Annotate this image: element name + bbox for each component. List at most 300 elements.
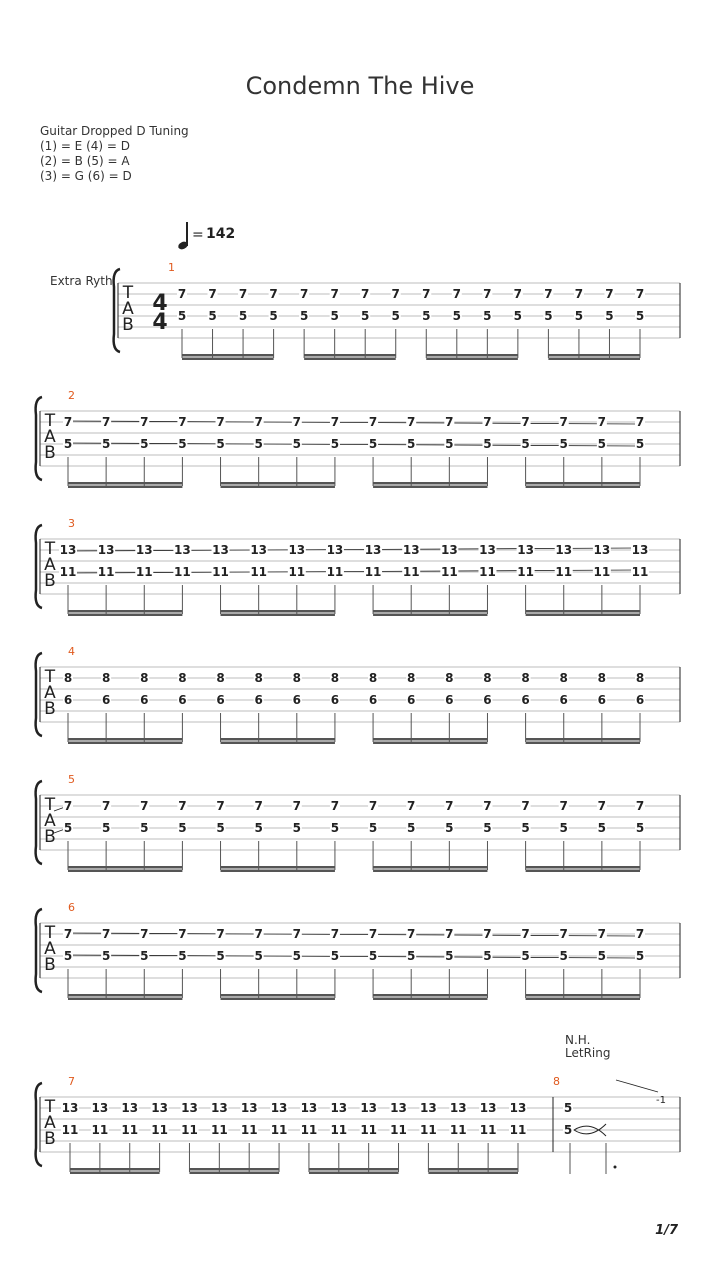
fret-number: 5 bbox=[177, 309, 187, 323]
fret-number: 7 bbox=[544, 287, 553, 301]
fret-number: 7 bbox=[635, 927, 645, 941]
beam bbox=[221, 994, 335, 997]
fret-number: 7 bbox=[521, 415, 530, 429]
fret-number: 13 bbox=[151, 1101, 168, 1115]
tempo-bpm: 142 bbox=[206, 226, 236, 242]
fret-number: 5 bbox=[391, 309, 400, 323]
fret-number: 11 bbox=[509, 1123, 527, 1137]
fret-number: 6 bbox=[254, 693, 263, 707]
beam bbox=[221, 866, 335, 869]
fret-number: 11 bbox=[212, 565, 229, 579]
fret-number: 7 bbox=[63, 927, 73, 941]
fret-number: 7 bbox=[254, 927, 263, 941]
beam bbox=[221, 742, 335, 745]
fret-number: 5 bbox=[513, 309, 523, 323]
fret-number: 7 bbox=[422, 287, 431, 301]
fret-number: 13 bbox=[479, 1101, 497, 1115]
fret-number: 7 bbox=[559, 799, 568, 813]
fret-number: 5 bbox=[330, 309, 339, 323]
fret-number: 5 bbox=[368, 821, 378, 835]
fret-number: 13 bbox=[250, 543, 268, 557]
beam bbox=[68, 610, 182, 613]
beam bbox=[221, 738, 335, 741]
tab-clef-letter: B bbox=[44, 827, 56, 847]
beam bbox=[70, 1172, 160, 1175]
fret-number: 5 bbox=[407, 437, 416, 451]
fret-number: 8 bbox=[635, 671, 645, 685]
fret-number: 8 bbox=[445, 671, 454, 685]
fret-number: 5 bbox=[254, 437, 263, 451]
fret-number: 7 bbox=[330, 927, 340, 941]
fret-number: 6 bbox=[483, 693, 492, 707]
beam bbox=[426, 354, 518, 357]
fret-number: 5 bbox=[445, 949, 454, 963]
fret-number: 11 bbox=[364, 565, 382, 579]
fret-number: 7 bbox=[407, 799, 416, 813]
beam bbox=[68, 738, 182, 741]
fret-number: 11 bbox=[330, 1123, 348, 1137]
fret-number: 5 bbox=[521, 821, 530, 835]
fret-number: 5 bbox=[597, 821, 607, 835]
beam bbox=[526, 482, 640, 485]
fret-number: 11 bbox=[440, 565, 458, 579]
fret-number: 11 bbox=[517, 565, 534, 579]
fret-number: 13 bbox=[517, 543, 534, 557]
beam bbox=[221, 614, 335, 617]
tab-clef-letter: B bbox=[44, 571, 56, 591]
fret-number: 8 bbox=[407, 671, 416, 685]
beam bbox=[548, 358, 640, 361]
tab-clef-letter: A bbox=[44, 683, 56, 703]
fret-number: 5 bbox=[635, 949, 645, 963]
fret-number: 8 bbox=[597, 671, 607, 685]
fret-number: 7 bbox=[178, 415, 187, 429]
fret-number: 5 bbox=[208, 309, 217, 323]
fret-number: 7 bbox=[63, 415, 73, 429]
fret-number: 13 bbox=[59, 543, 77, 557]
fret-number: 13 bbox=[270, 1101, 288, 1115]
fret-number: 11 bbox=[402, 565, 420, 579]
fret-number: 7 bbox=[368, 927, 378, 941]
fret-number: 7 bbox=[216, 799, 225, 813]
fret-number: 5 bbox=[216, 821, 225, 835]
staff-brace bbox=[36, 397, 42, 480]
fret-number: 7 bbox=[238, 287, 248, 301]
beam bbox=[68, 482, 182, 485]
fret-number: 13 bbox=[440, 543, 458, 557]
fret-number: 13 bbox=[631, 543, 649, 557]
natural-harmonic-label: N.H. bbox=[565, 1033, 591, 1047]
fret-number: 5 bbox=[101, 821, 111, 835]
beam bbox=[373, 614, 487, 617]
fret-number: 5 bbox=[483, 949, 492, 963]
fret-number: 7 bbox=[559, 415, 568, 429]
beam bbox=[428, 1172, 518, 1175]
fret-number: 13 bbox=[593, 543, 611, 557]
measure-number: 7 bbox=[68, 1075, 75, 1088]
fret-number: 13 bbox=[555, 543, 573, 557]
beam bbox=[526, 742, 640, 745]
tab-clef-letter: T bbox=[44, 923, 56, 943]
beam bbox=[526, 610, 640, 613]
fret-number: 13 bbox=[121, 1101, 139, 1115]
fret-number: 7 bbox=[483, 927, 492, 941]
beam bbox=[221, 610, 335, 613]
fret-number: 7 bbox=[208, 287, 217, 301]
beam bbox=[309, 1172, 399, 1175]
fret-number: 13 bbox=[402, 543, 420, 557]
fret-number: 6 bbox=[407, 693, 416, 707]
fret-number: 11 bbox=[593, 565, 611, 579]
fret-number: 11 bbox=[240, 1123, 258, 1137]
whammy-line bbox=[616, 1080, 658, 1092]
fret-number: 5 bbox=[63, 949, 73, 963]
tab-clef-letter: B bbox=[44, 1129, 56, 1149]
beam bbox=[526, 994, 640, 997]
fret-number: 7 bbox=[407, 927, 416, 941]
fret-number: 6 bbox=[559, 693, 568, 707]
fret-number: 7 bbox=[635, 415, 645, 429]
beam bbox=[373, 870, 487, 873]
fret-number: 13 bbox=[300, 1101, 318, 1115]
beam bbox=[548, 354, 640, 357]
fret-number: 5 bbox=[635, 437, 645, 451]
fret-number: 13 bbox=[212, 543, 229, 557]
fret-number: 11 bbox=[135, 565, 153, 579]
fret-number: 5 bbox=[635, 309, 645, 323]
fret-number: 7 bbox=[513, 287, 523, 301]
fret-number: 8 bbox=[101, 671, 111, 685]
fret-number: 7 bbox=[254, 799, 263, 813]
fret-number: 8 bbox=[178, 671, 187, 685]
tab-clef-letter: B bbox=[44, 699, 56, 719]
beam bbox=[68, 870, 182, 873]
tab-clef-letter: A bbox=[122, 299, 134, 319]
fret-number: 7 bbox=[521, 927, 530, 941]
fret-number: 5 bbox=[254, 821, 263, 835]
fret-number: 5 bbox=[574, 309, 584, 323]
beam bbox=[68, 742, 182, 745]
fret-number: 5 bbox=[368, 437, 378, 451]
page-number: 1/7 bbox=[655, 1223, 678, 1238]
fret-number: 11 bbox=[61, 1123, 79, 1137]
fret-number: 8 bbox=[521, 671, 530, 685]
fret-number: 5 bbox=[292, 821, 301, 835]
fret-number: 11 bbox=[250, 565, 268, 579]
fret-number: 5 bbox=[445, 437, 454, 451]
fret-number: 5 bbox=[422, 309, 431, 323]
beam bbox=[68, 994, 182, 997]
fret-number: 6 bbox=[521, 693, 530, 707]
beam bbox=[373, 994, 487, 997]
beam bbox=[373, 742, 487, 745]
fret-number: 5 bbox=[368, 949, 378, 963]
fret-number: 5 bbox=[330, 949, 340, 963]
beam bbox=[526, 866, 640, 869]
fret-number: 5 bbox=[407, 821, 416, 835]
fret-number: 7 bbox=[574, 287, 584, 301]
fret-number: 11 bbox=[360, 1123, 378, 1137]
fret-number: 7 bbox=[559, 927, 568, 941]
beam bbox=[68, 614, 182, 617]
fret-number: 7 bbox=[368, 415, 378, 429]
beam bbox=[373, 610, 487, 613]
fret-number: 6 bbox=[597, 693, 607, 707]
fret-number: 5 bbox=[269, 309, 278, 323]
fret-number: 11 bbox=[91, 1123, 109, 1137]
fret-number: 8 bbox=[559, 671, 568, 685]
fret-number: 5 bbox=[178, 821, 187, 835]
fret-number: 5 bbox=[483, 821, 492, 835]
fret-number: 7 bbox=[299, 287, 309, 301]
beam bbox=[182, 358, 274, 361]
fret-number: 7 bbox=[483, 415, 492, 429]
fret-number: 11 bbox=[210, 1123, 228, 1137]
fret-number: 13 bbox=[420, 1101, 437, 1115]
beam bbox=[373, 738, 487, 741]
fret-number: 5 bbox=[330, 821, 340, 835]
fret-number: 5 bbox=[292, 949, 301, 963]
fret-number: 8 bbox=[216, 671, 225, 685]
beam bbox=[68, 866, 182, 869]
beam bbox=[526, 486, 640, 489]
fret-number: 6 bbox=[63, 693, 73, 707]
staff-brace bbox=[114, 269, 120, 352]
fret-number: 13 bbox=[91, 1101, 109, 1115]
whammy-value: -1 bbox=[656, 1095, 666, 1106]
beam bbox=[304, 354, 396, 357]
fret-number: 7 bbox=[330, 415, 340, 429]
fret-number: 13 bbox=[449, 1101, 467, 1115]
fret-number: 5 bbox=[330, 437, 340, 451]
fret-number: 7 bbox=[452, 287, 461, 301]
tuning-line: (2) = B (5) = A bbox=[40, 154, 130, 168]
fret-number: 7 bbox=[361, 287, 370, 301]
tab-clef-letter: T bbox=[44, 411, 56, 431]
beam bbox=[221, 482, 335, 485]
time-signature-top: 4 bbox=[152, 291, 168, 316]
tempo-equals: = bbox=[192, 227, 204, 243]
tab-clef-letter: A bbox=[44, 555, 56, 575]
fret-number: 5 bbox=[563, 1123, 573, 1137]
let-ring-label: LetRing bbox=[565, 1046, 611, 1060]
fret-number: 5 bbox=[178, 437, 187, 451]
fret-number: 6 bbox=[445, 693, 454, 707]
fret-number: 5 bbox=[361, 309, 370, 323]
fret-number: 11 bbox=[631, 565, 649, 579]
dot bbox=[614, 1166, 617, 1169]
fret-number: 8 bbox=[140, 671, 149, 685]
fret-number: 5 bbox=[178, 949, 187, 963]
fret-number: 5 bbox=[140, 949, 149, 963]
tab-clef-letter: A bbox=[44, 811, 56, 831]
fret-number: 7 bbox=[635, 287, 645, 301]
beam bbox=[373, 482, 487, 485]
tuning-header: Guitar Dropped D Tuning bbox=[40, 124, 189, 138]
measure-number: 5 bbox=[68, 773, 75, 786]
fret-number: 5 bbox=[559, 949, 568, 963]
tab-clef-letter: T bbox=[44, 539, 56, 559]
beam bbox=[373, 486, 487, 489]
tab-clef-letter: B bbox=[44, 443, 56, 463]
measure-number: 2 bbox=[68, 389, 75, 402]
fret-number: 5 bbox=[299, 309, 309, 323]
fret-number: 7 bbox=[330, 287, 339, 301]
tab-clef-letter: A bbox=[44, 939, 56, 959]
fret-number: 7 bbox=[178, 927, 187, 941]
fret-number: 7 bbox=[177, 287, 187, 301]
fret-number: 5 bbox=[238, 309, 248, 323]
fret-number: 5 bbox=[483, 437, 492, 451]
fret-number: 11 bbox=[326, 565, 344, 579]
fret-number: 5 bbox=[483, 309, 492, 323]
fret-number: 7 bbox=[445, 927, 454, 941]
fret-number: 5 bbox=[544, 309, 553, 323]
fret-number: 13 bbox=[240, 1101, 258, 1115]
fret-number: 11 bbox=[479, 565, 496, 579]
staff-brace bbox=[36, 1083, 42, 1166]
fret-number: 5 bbox=[597, 437, 607, 451]
beam bbox=[309, 1168, 399, 1171]
fret-number: 13 bbox=[181, 1101, 198, 1115]
fret-number: 7 bbox=[368, 799, 378, 813]
fret-number: 5 bbox=[635, 821, 645, 835]
track-name: Extra Ryth bbox=[50, 274, 113, 288]
fret-number: 5 bbox=[452, 309, 461, 323]
beam bbox=[182, 354, 274, 357]
fret-number: 8 bbox=[292, 671, 301, 685]
fret-number: 5 bbox=[407, 949, 416, 963]
tab-clef-letter: B bbox=[122, 315, 134, 335]
fret-number: 6 bbox=[101, 693, 111, 707]
fret-number: 5 bbox=[605, 309, 614, 323]
fret-number: 7 bbox=[269, 287, 278, 301]
fret-number: 11 bbox=[300, 1123, 318, 1137]
fret-number: 13 bbox=[210, 1101, 228, 1115]
fret-number: 7 bbox=[101, 799, 111, 813]
fret-number: 7 bbox=[140, 799, 149, 813]
fret-number: 8 bbox=[330, 671, 340, 685]
fret-number: 7 bbox=[597, 799, 607, 813]
fret-number: 5 bbox=[254, 949, 263, 963]
beam bbox=[373, 866, 487, 869]
fret-number: 13 bbox=[479, 543, 496, 557]
fret-number: 5 bbox=[101, 949, 111, 963]
fret-number: 6 bbox=[635, 693, 645, 707]
fret-number: 13 bbox=[364, 543, 382, 557]
fret-number: 7 bbox=[101, 415, 111, 429]
fret-number: 5 bbox=[292, 437, 301, 451]
beam bbox=[68, 486, 182, 489]
fret-number: 11 bbox=[288, 565, 306, 579]
fret-number: 11 bbox=[181, 1123, 198, 1137]
beam bbox=[221, 486, 335, 489]
fret-number: 13 bbox=[174, 543, 191, 557]
staff-brace bbox=[36, 909, 42, 992]
fret-number: 11 bbox=[420, 1123, 437, 1137]
fret-number: 5 bbox=[559, 821, 568, 835]
beam bbox=[221, 998, 335, 1001]
fret-number: 13 bbox=[288, 543, 306, 557]
time-signature-bottom: 4 bbox=[152, 310, 168, 335]
fret-number: 13 bbox=[61, 1101, 79, 1115]
fret-number: 11 bbox=[59, 565, 77, 579]
tab-clef-letter: T bbox=[122, 283, 134, 303]
fret-number: 6 bbox=[292, 693, 301, 707]
fret-number: 7 bbox=[292, 799, 301, 813]
fret-number: 11 bbox=[174, 565, 191, 579]
beam bbox=[304, 358, 396, 361]
staff-brace bbox=[36, 525, 42, 608]
beam bbox=[68, 998, 182, 1001]
fret-number: 6 bbox=[330, 693, 340, 707]
fret-number: 5 bbox=[63, 437, 73, 451]
fret-number: 7 bbox=[597, 927, 607, 941]
fret-number: 7 bbox=[605, 287, 614, 301]
fret-number: 11 bbox=[479, 1123, 497, 1137]
beam bbox=[70, 1168, 160, 1171]
beam bbox=[428, 1168, 518, 1171]
fret-number: 11 bbox=[270, 1123, 288, 1137]
fret-number: 7 bbox=[407, 415, 416, 429]
fret-number: 8 bbox=[254, 671, 263, 685]
fret-number: 5 bbox=[101, 437, 111, 451]
fret-number: 7 bbox=[63, 799, 73, 813]
fret-number: 11 bbox=[97, 565, 115, 579]
tuning-line: (3) = G (6) = D bbox=[40, 169, 132, 183]
tuning-line: (1) = E (4) = D bbox=[40, 139, 130, 153]
fret-number: 6 bbox=[178, 693, 187, 707]
fret-number: 5 bbox=[559, 437, 568, 451]
fret-number: 13 bbox=[509, 1101, 527, 1115]
fret-number: 5 bbox=[140, 437, 149, 451]
beam bbox=[526, 870, 640, 873]
fret-number: 7 bbox=[597, 415, 607, 429]
fret-number: 5 bbox=[521, 437, 530, 451]
fret-number: 6 bbox=[368, 693, 378, 707]
fret-number: 7 bbox=[292, 415, 301, 429]
fret-number: 7 bbox=[483, 287, 492, 301]
fret-number: 5 bbox=[445, 821, 454, 835]
fret-number: 5 bbox=[521, 949, 530, 963]
fret-number: 11 bbox=[390, 1123, 407, 1137]
tab-clef-letter: A bbox=[44, 427, 56, 447]
fret-number: 7 bbox=[521, 799, 530, 813]
fret-number: 13 bbox=[97, 543, 115, 557]
fret-number: 7 bbox=[391, 287, 400, 301]
measure-number: 8 bbox=[553, 1075, 560, 1088]
fret-number: 13 bbox=[390, 1101, 407, 1115]
fret-number: 11 bbox=[449, 1123, 467, 1137]
fret-number: 7 bbox=[216, 415, 225, 429]
fret-number: 6 bbox=[140, 693, 149, 707]
beam bbox=[426, 358, 518, 361]
fret-number: 8 bbox=[483, 671, 492, 685]
measure-number: 6 bbox=[68, 901, 75, 914]
beam bbox=[189, 1172, 279, 1175]
measure-number: 3 bbox=[68, 517, 75, 530]
fret-number: 6 bbox=[216, 693, 225, 707]
beam bbox=[526, 738, 640, 741]
fret-number: 13 bbox=[360, 1101, 378, 1115]
fret-number: 5 bbox=[140, 821, 149, 835]
fret-number: 5 bbox=[563, 1101, 573, 1115]
fret-number: 7 bbox=[178, 799, 187, 813]
fret-number: 7 bbox=[101, 927, 111, 941]
tab-clef-letter: A bbox=[44, 1113, 56, 1133]
beam bbox=[526, 998, 640, 1001]
fret-number: 11 bbox=[151, 1123, 168, 1137]
